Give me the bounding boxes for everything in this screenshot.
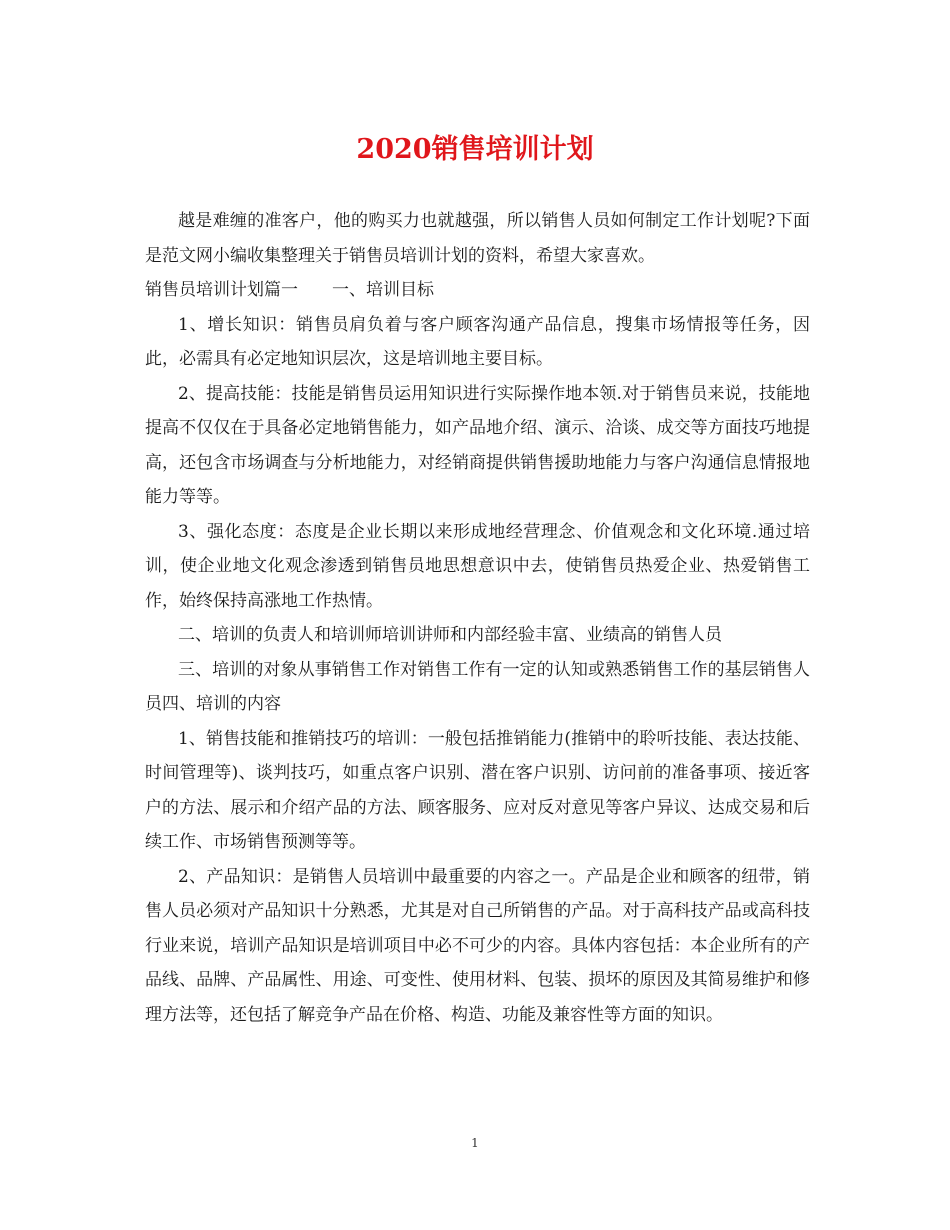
- page-number: 1: [471, 1136, 479, 1150]
- paragraph-strengthen-attitude: 3、强化态度：态度是企业长期以来形成地经营理念、价值观念和文化环境.通过培训，使企业地文化观念渗透到销售员地思想意识中去，使销售员热爱企业、热爱销售工作，始终保持高涨地工作热情。: [145, 521, 810, 611]
- paragraph-improve-skills: 2、提高技能：技能是销售员运用知识进行实际操作地本领.对于销售员来说，技能地提高不仅仅在于具备必定地销售能力，如产品地介绍、演示、洽谈、成交等方面技巧地提高，还包含市场调查与分析地能力，对经销商提供销售援助地能力与客户沟通信息情报地能力等等。: [145, 383, 810, 507]
- document-body: [145, 204, 810, 1032]
- intro-paragraph: 越是难缠的准客户，他的购买力也就越强，所以销售人员如何制定工作计划呢?下面是范文网小编收集整理关于销售员培训计划的资料，希望大家喜欢。: [145, 211, 810, 266]
- paragraph-product-knowledge: 2、产品知识：是销售人员培训中最重要的内容之一。产品是企业和顾客的纽带，销售人员必须对产品知识十分熟悉，尤其是对自己所销售的产品。对于高科技产品或高科技行业来说，培训产品知识是培训项目中必不可少的内容。具体内容包括：本企业所有的产品线、品牌、产品属性、用途、可变性、使用材料、包装、损坏的原因及其简易维护和修理方法等，还包括了解竞争产品在价格、构造、功能及兼容性等方面的知识。: [145, 866, 810, 1025]
- document-title: 2020销售培训计划: [356, 134, 594, 165]
- section-heading-paragraph: 销售员培训计划篇一 一、培训目标: [145, 280, 434, 300]
- paragraph-trainees: 三、培训的对象从事销售工作对销售工作有一定的认知或熟悉销售工作的基层销售人员四、培训的内容: [145, 659, 810, 714]
- paragraph-trainers: 二、培训的负责人和培训师培训讲师和内部经验丰富、业绩高的销售人员: [178, 625, 722, 645]
- paragraph-sales-skills: 1、销售技能和推销技巧的培训：一般包括推销能力(推销中的聆听技能、表达技能、时间管理等)、谈判技巧，如重点客户识别、潜在客户识别、访问前的准备事项、接近客户的方法、展示和介绍产品的方法、顾客服务、应对反对意见等客户异议、达成交易和后续工作、市场销售预测等等。: [145, 728, 810, 852]
- paragraph-increase-knowledge: 1、增长知识：销售员肩负着与客户顾客沟通产品信息，搜集市场情报等任务，因此，必需具有必定地知识层次，这是培训地主要目标。: [145, 314, 810, 369]
